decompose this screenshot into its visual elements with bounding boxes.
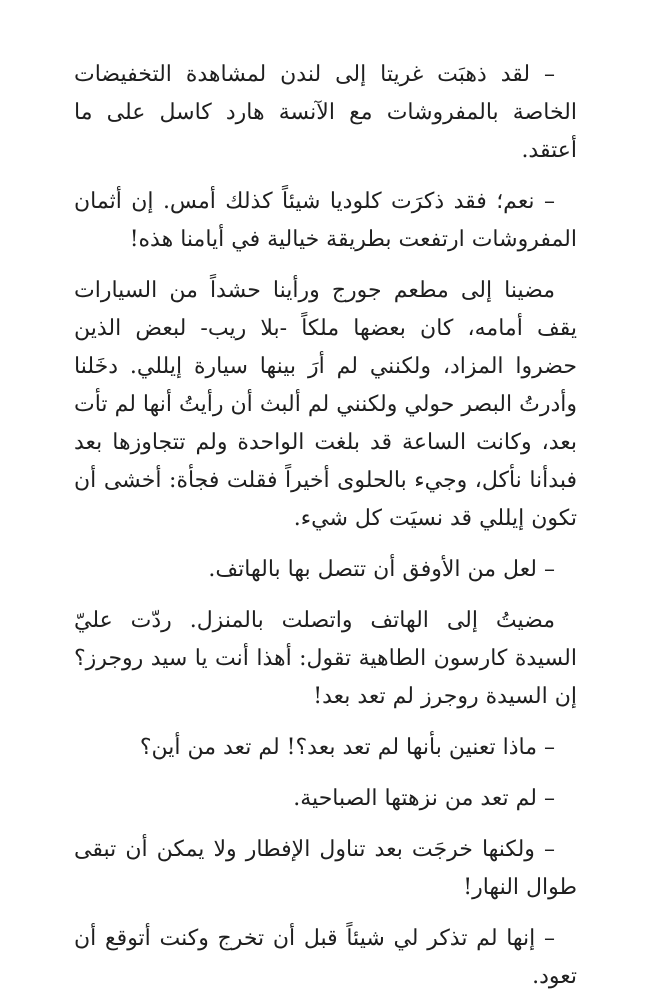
narrative-paragraph: مضينا إلى مطعم جورج ورأينا حشداً من السيارات يقف أمامه، كان بعضها ملكاً -بلا ريب- لبعض الذين حضروا المزاد، ولكنني لم أرَ بينها سيارة إيللي. دخَلنا وأدرتُ البصر حولي ولكنني لم ألبث أن رأيتُ أنها لم تأت بعد، وكانت الساعة قد بلغت الواحدة ولم تتجاوزها بعد فبدأنا نأكل، وجيء بالحلوى أخيراً فقلت فجأة: أخشى أن تكون إيللي قد نسيَت كل شيء. [74, 278, 577, 531]
dialogue-paragraph: – لم تعد من نزهتها الصباحية. [293, 786, 555, 811]
dialogue-paragraph: – إنها لم تذكر لي شيئاً قبل أن تخرج وكنت أتوقع أن تعود. [74, 926, 577, 989]
dialogue-paragraph: – ماذا تعنين بأنها لم تعد بعد؟! لم تعد من أين؟ [139, 735, 555, 760]
dialogue-paragraph: – نعم؛ فقد ذكرَت كلوديا شيئاً كذلك أمس. إن أثمان المفروشات ارتفعت بطريقة خيالية في أيامنا هذه! [74, 189, 577, 252]
dialogue-paragraph: – لقد ذهبَت غريتا إلى لندن لمشاهدة التخفيضات الخاصة بالمفروشات مع الآنسة هارد كاسل على ما أعتقد. [74, 62, 577, 163]
dialogue-paragraph: – لعل من الأوفق أن تتصل بها بالهاتف. [208, 557, 555, 582]
dialogue-paragraph: – ولكنها خرجَت بعد تناول الإفطار ولا يمكن أن تبقى طوال النهار! [74, 837, 577, 900]
narrative-paragraph: مضيتُ إلى الهاتف واتصلت بالمنزل. ردّت عليّ السيدة كارسون الطاهية تقول: أهذا أنت يا سيد روجرز؟ إن السيدة روجرز لم تعد بعد! [74, 608, 577, 709]
